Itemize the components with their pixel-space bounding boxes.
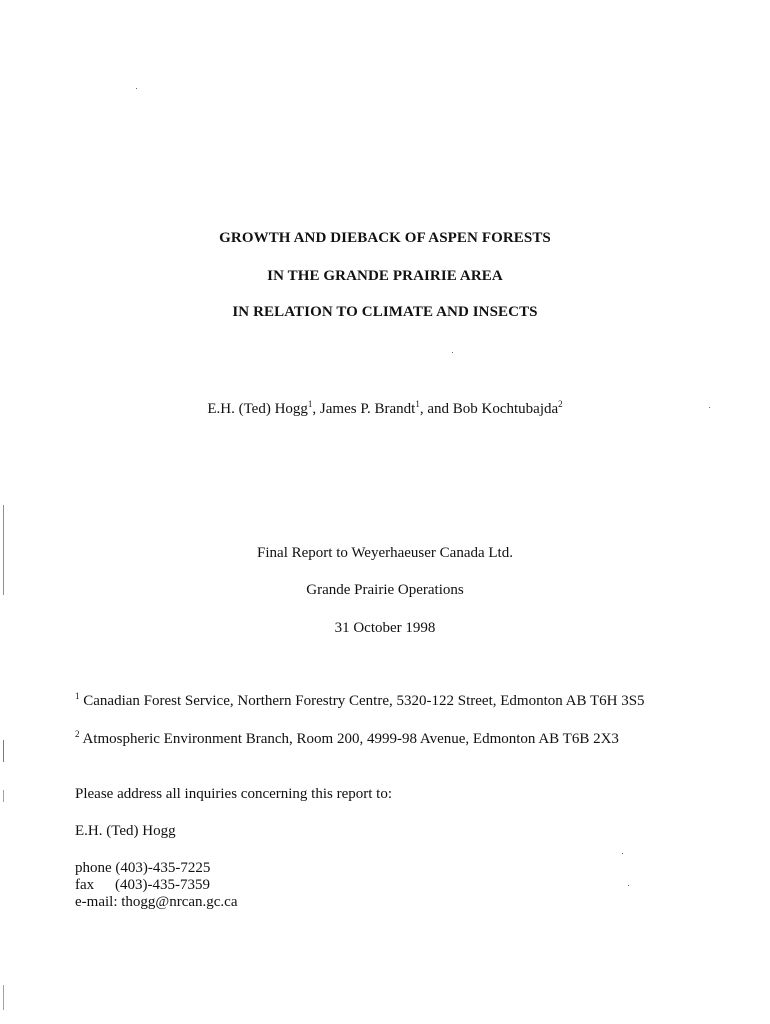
scan-edge-mark — [3, 985, 4, 1010]
scan-speck — [622, 853, 623, 854]
email-address: thogg@nrcan.gc.ca — [121, 894, 238, 910]
report-operations: Grande Prairie Operations — [306, 582, 464, 598]
scan-speck — [628, 885, 629, 886]
scan-speck — [452, 352, 453, 353]
scan-edge-mark — [3, 740, 4, 762]
affiliation-2 — [75, 731, 619, 748]
fax-number: (403)-435-7359 — [115, 877, 210, 893]
author-conjunction: , and — [419, 401, 453, 417]
title-line-1: GROWTH AND DIEBACK OF ASPEN FORESTS — [219, 230, 551, 246]
contact-details — [75, 860, 238, 911]
title-line-2: IN THE GRANDE PRAIRIE AREA — [267, 268, 503, 284]
phone-number: (403)-435-7225 — [115, 860, 211, 876]
report-recipient: Final Report to Weyerhaeuser Canada Ltd. — [257, 545, 513, 561]
phone-label: phone — [75, 860, 112, 876]
contact-email-line — [75, 894, 238, 911]
scan-edge-mark — [3, 790, 4, 802]
author-line: E.H. (Ted) Hogg$^1$, James P. Brandt$^1$, and Bob Kochtubajda$^2$ — [207, 399, 563, 417]
scan-speck — [136, 88, 137, 89]
affiliation-2-text: Atmospheric Environment Branch, Room 200, 4999-98 Avenue, Edmonton AB T6B 2X3 — [82, 731, 619, 747]
inquiries-intro: Please address all inquiries concerning this report to: — [75, 786, 392, 802]
affiliation-1-mark: 1 — [75, 691, 80, 701]
inquiries-contact-name: E.H. (Ted) Hogg — [75, 823, 176, 839]
affiliation-2-mark: 2 — [75, 729, 80, 739]
email-label: e-mail: — [75, 894, 118, 910]
report-date: 31 October 1998 — [334, 620, 436, 636]
author-brandt: James P. Brandt — [319, 401, 416, 417]
author-hogg: E.H. (Ted) Hogg — [207, 401, 308, 417]
affiliation-1-text: Canadian Forest Service, Northern Forestry Centre, 5320-122 Street, Edmonton AB T6H 3S5 — [83, 693, 645, 709]
fax-label: fax — [75, 877, 95, 893]
title-line-3: IN RELATION TO CLIMATE AND INSECTS — [232, 304, 538, 320]
affiliation-1 — [75, 693, 645, 710]
author-brandt-affiliation-mark: 1 — [415, 399, 420, 409]
contact-fax-line — [75, 877, 238, 894]
author-kochtubajda: Bob Kochtubajda — [452, 401, 559, 417]
author-kochtubajda-affiliation-mark: 2 — [558, 399, 563, 409]
contact-phone-line — [75, 860, 238, 877]
author-hogg-affiliation-mark: 1 — [307, 399, 313, 409]
